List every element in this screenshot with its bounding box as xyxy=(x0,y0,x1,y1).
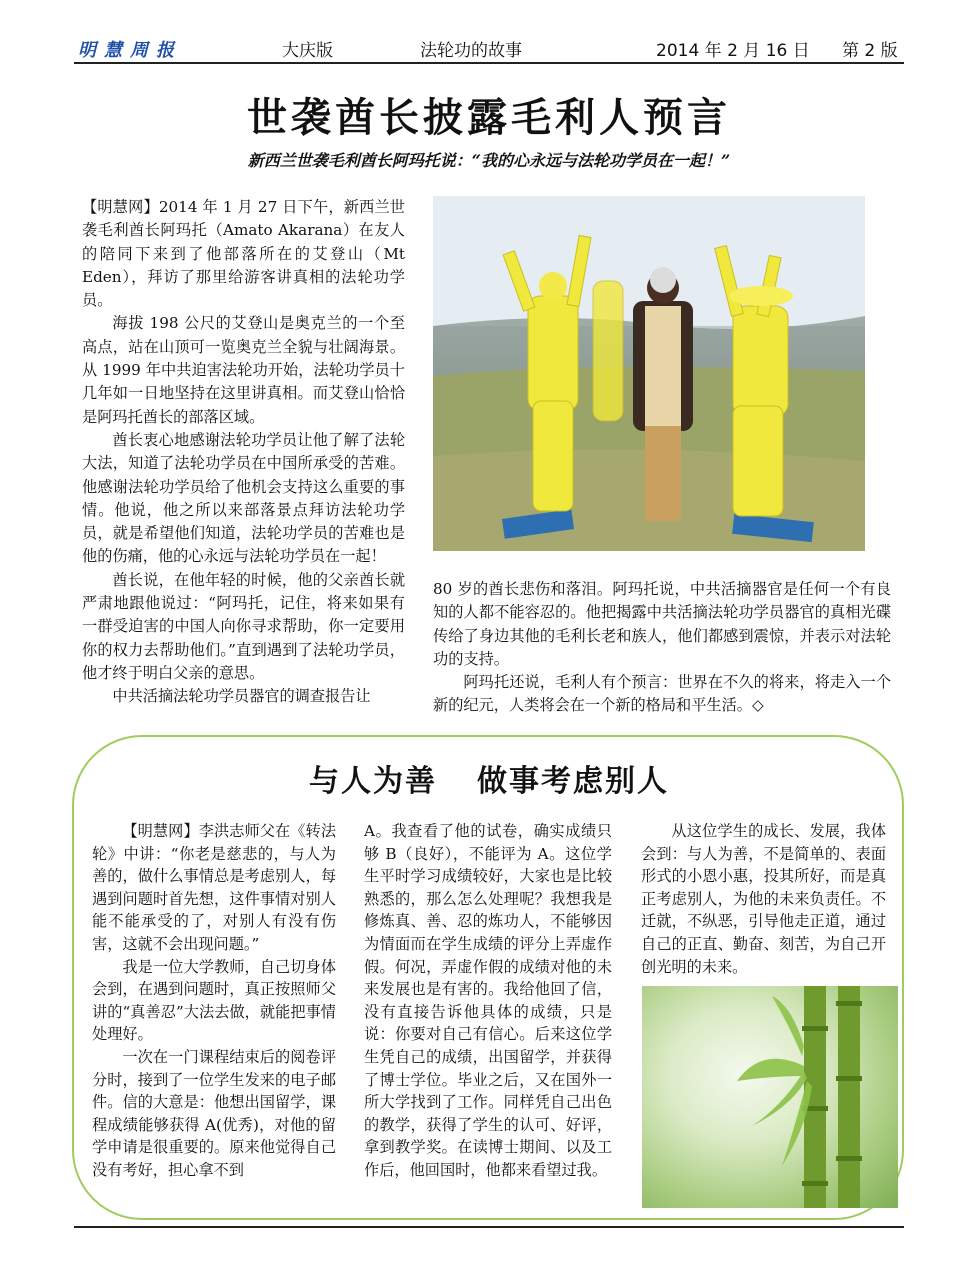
chief-with-practitioners-photo xyxy=(433,196,865,551)
header-rule xyxy=(74,62,904,64)
article2-column-2 xyxy=(364,820,612,1182)
article2-paragraph: A。我查看了他的试卷，确实成绩只够 B（良好），不能评为 A。这位学生平时学习成绩较好，大家也是比较熟悉的，那么怎么处理呢？我想我是修炼真、善、忍的炼功人，不能够因为情面而在学生成绩的评分上弄虚作假。何况，弄虚作假的成绩对他的未来发展也是有害的。我给他回了信，没有直接告诉他具体的成绩，只是说：你要对自己有信心。后来这位学生凭自己的成绩，出国留学，并获得了博士学位。毕业之后，又在国外一所大学找到了工作。同样凭自己出色的教学，获得了学生的认可、好评，拿到教学奖。在读博士期间、以及工作后，他回国时，他都来看望过我。 xyxy=(364,822,612,1179)
article2-title-part: 与人为善 xyxy=(309,764,437,799)
article2-paragraph: 一次在一门课程结束后的阅卷评分时，接到了一位学生发来的电子邮件。信的大意是：他想出国留学，课程成绩能够获得 A(优秀)，对他的留学申请是很重要的。原来他觉得自己没有考好，担心拿不到 xyxy=(92,1047,336,1179)
bamboo-image xyxy=(642,986,898,1208)
edition-label: 大庆版 xyxy=(282,41,333,61)
article1-right-column xyxy=(433,578,891,718)
article2-paragraph: 我是一位大学教师，自己切身体会到，在遇到问题时，真正按照师父讲的“真善忍”大法去做，就能把事情处理好。 xyxy=(92,957,336,1044)
issue-date: 2014 年 2 月 16 日 xyxy=(656,41,810,61)
article1-paragraph: 80 岁的酋长悲伤和落泪。阿玛托说，中共活摘器官是任何一个有良知的人都不能容忍的。他把揭露中共活摘法轮功学员器官的真相光碟传给了身边其他的毛利长老和族人，他们都感到震惊，并表示对法轮功的支持。 xyxy=(433,580,891,668)
footer-rule xyxy=(74,1226,904,1228)
article2-title-part: 做事考虑别人 xyxy=(477,764,669,799)
masthead xyxy=(74,30,904,64)
article1-paragraph: 海拔 198 公尺的艾登山是奥克兰的一个至高点，站在山顶可一览奥克兰全貌与壮阔海景。从 1999 年中共迫害法轮功开始，法轮功学员十几年如一日地坚持在这里讲真相。而艾登山恰恰是阿玛托酋长的部落区域。 xyxy=(82,314,405,426)
article-subtitle: 新西兰世袭毛利酋长阿玛托说：“我的心永远与法轮功学员在一起！” xyxy=(247,151,731,170)
bamboo-illustration xyxy=(642,986,898,1208)
article1-paragraph: 阿玛托还说，毛利人有个预言：世界在不久的将来，将走入一个新的纪元，人类将会在一个新的格局和平生活。◇ xyxy=(433,673,891,715)
article2-column-1 xyxy=(92,820,336,1182)
article1-paragraph: 【明慧网】2014 年 1 月 27 日下午，新西兰世袭毛利酋长阿玛托（Amato Akarana）在友人的陪同下来到了他部落所在的艾登山（Mt Eden），拜访了那里给游客讲真相的法轮功学员。 xyxy=(82,198,405,310)
article2-title xyxy=(74,756,904,800)
article1-paragraph: 酋长说，在他年轻的时候，他的父亲酋长就严肃地跟他说过：“阿玛托，记住，将来如果有一群受迫害的中国人向你寻求帮助，你一定要用你的权力去帮助他们。”直到遇到了法轮功学员，他才终于明白父亲的意思。 xyxy=(82,570,405,682)
page-number: 第 2 版 xyxy=(842,41,898,61)
article2-paragraph: 从这位学生的成长、发展，我体会到：与人为善，不是简单的、表面形式的小恩小惠，投其所好，而是真正考虑别人，为他的未来负责任。不迁就，不纵恶，引导他走正道，通过自己的正直、勤奋、刻苦，为自己开创光明的未来。 xyxy=(641,822,886,976)
column-label: 法轮功的故事 xyxy=(420,41,522,61)
photo-illustration xyxy=(433,196,865,551)
article1-paragraph: 酋长衷心地感谢法轮功学员让他了解了法轮大法，知道了法轮功学员在中国所承受的苦难。他感谢法轮功学员给了他机会支持这么重要的事情。他说，他之所以来部落景点拜访法轮功学员，就是希望他们知道，法轮功学员的苦难也是他的伤痛，他的心永远与法轮功学员在一起！ xyxy=(82,430,405,566)
article2-paragraph: 【明慧网】李洪志师父在《转法轮》中讲：“你老是慈悲的，与人为善的，做什么事情总是考虑别人，每遇到问题时首先想，这件事情对别人能不能承受的了，对别人有没有伤害，这就不会出现问题。” xyxy=(92,822,336,953)
article2-column-3 xyxy=(641,820,886,978)
article1-paragraph: 中共活摘法轮功学员器官的调查报告让 xyxy=(112,687,371,706)
brand-name: 明慧周报 xyxy=(78,40,182,61)
article-title: 世袭酋长披露毛利人预言 xyxy=(247,95,731,141)
article1-left-column xyxy=(82,196,405,709)
